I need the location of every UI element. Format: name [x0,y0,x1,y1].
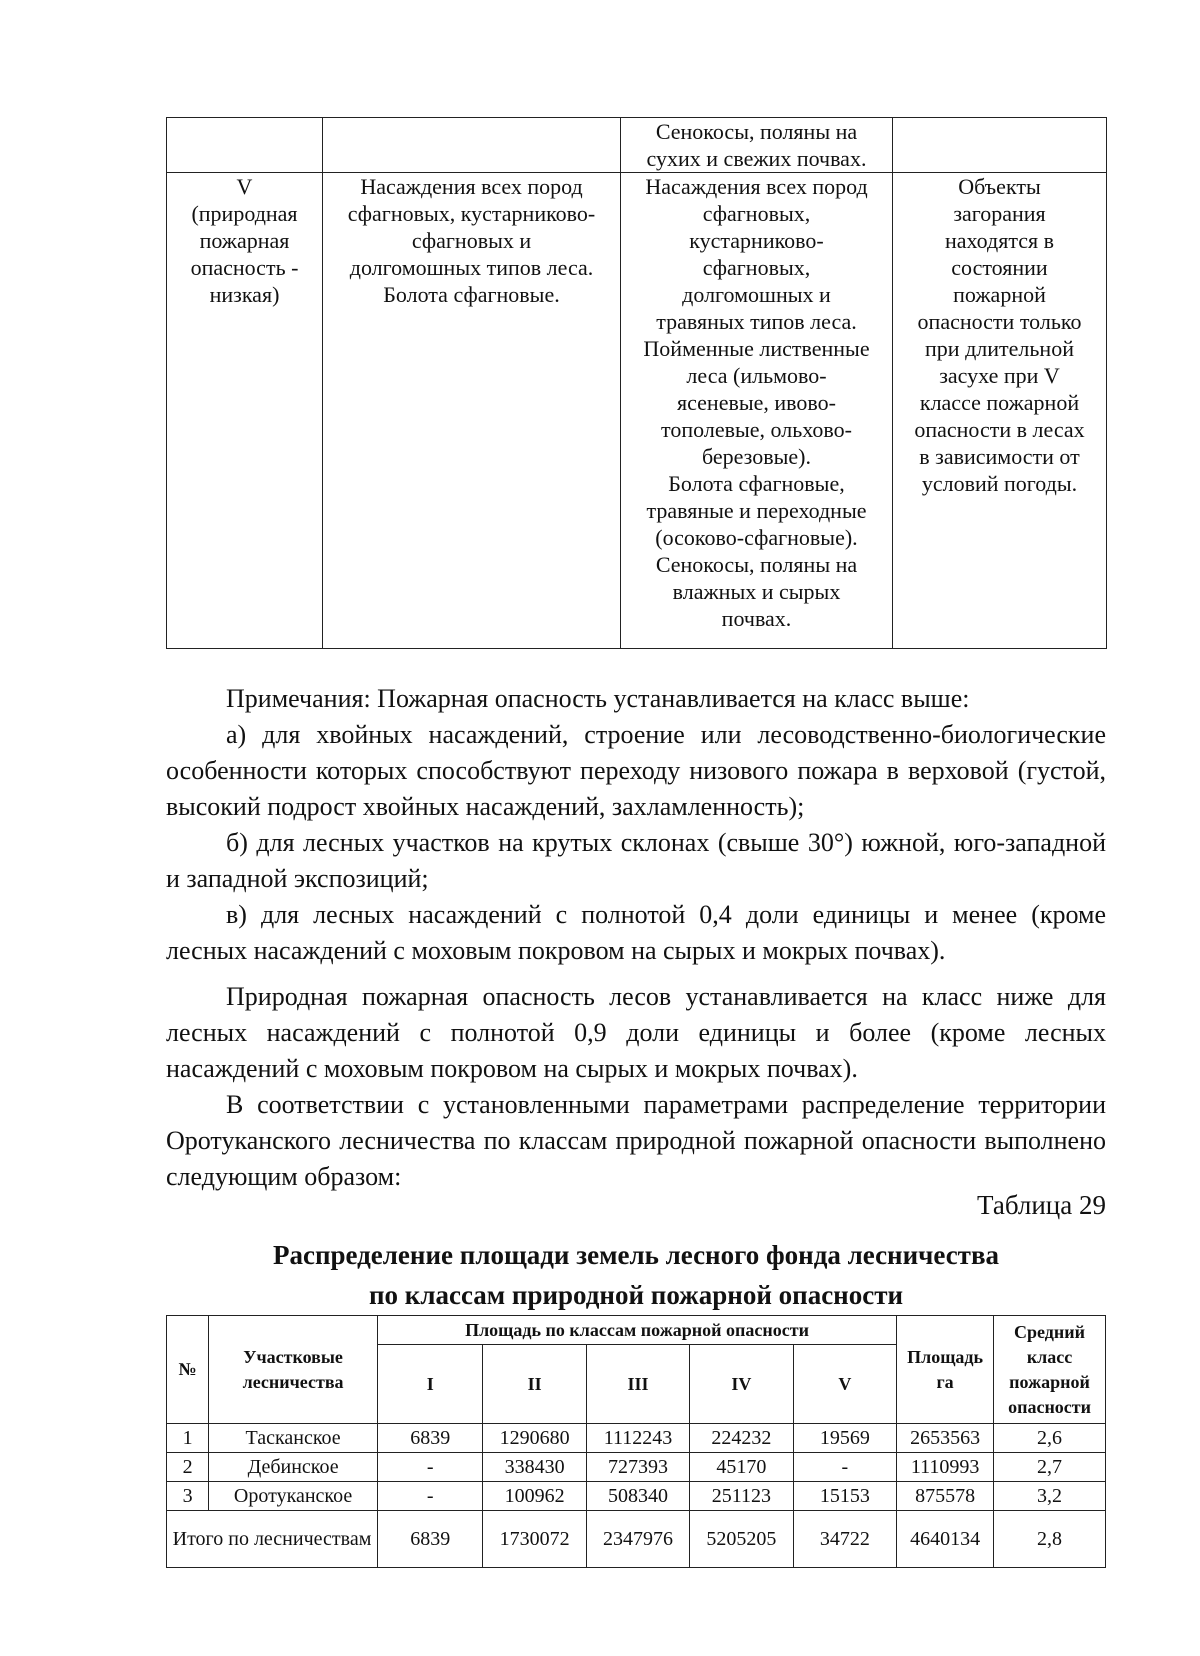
row-forestry: Дебинское [209,1453,378,1482]
note-v: в) для лесных насаждений с полнотой 0,4 доли единицы и менее (кроме лесных насаждений с моховым покровом на сырых и мокрых почвах). [166,900,1106,965]
note-a: а) для хвойных насаждений, строение или лесоводственно-биологические особенности которых способствуют переходу низового пожара в верховой (густой, высокий подрост хвойных насаждений, захламленность); [166,720,1106,821]
total-class-ii: 1730072 [483,1511,586,1568]
row-avg: 2,7 [994,1453,1106,1482]
row-total: 875578 [897,1482,994,1511]
row-forestry: Оротуканское [209,1482,378,1511]
fire-class-cell [167,173,323,649]
total-area: 4640134 [897,1511,994,1568]
total-avg: 2,8 [994,1511,1106,1568]
row-class-ii: 1290680 [483,1424,586,1453]
row-num: 2 [167,1453,209,1482]
vegetation-text: Насаждения всех пород сфагновых, кустарниково- сфагновых, долгомошных и травяных типов леса. Пойменные лиственные леса (ильмово- ясеневые, ивово- тополевые, ольхово- березовые). Болота сфагновые, травяные и переходные (осоково-сфагновые). Сенокосы, поляны на влажных и сырых почвах. [643,174,870,631]
fire-table-row [167,173,1107,649]
total-class-iii: 2347976 [586,1511,689,1568]
fire-table-cell [621,118,893,173]
header-class-v: V [793,1345,896,1424]
table-row [167,1482,1106,1511]
header-class-i: I [377,1345,482,1424]
notes-section [166,681,1106,1195]
row-class-v: 19569 [793,1424,896,1453]
row-class-i: - [377,1453,482,1482]
note-b: б) для лесных участков на крутых склонах (свыше 30°) южной, юго-западной и западной экспозиций; [166,828,1106,893]
header-total-area: Площадь га [897,1316,994,1424]
header-row [167,1316,1106,1345]
header-class-iv: IV [690,1345,793,1424]
row-forestry: Тасканское [209,1424,378,1453]
header-class-iii: III [586,1345,689,1424]
row-class-iv: 224232 [690,1424,793,1453]
vegetation-cell [621,173,893,649]
forest-types-cell [323,173,621,649]
header-avg-class: Средний класс пожарной опасности [994,1316,1106,1424]
total-class-iv: 5205205 [690,1511,793,1568]
total-class-i: 6839 [377,1511,482,1568]
row-class-v: 15153 [793,1482,896,1511]
hayfields-dry-text: Сенокосы, поляны на сухих и свежих почвах. [646,119,867,171]
row-avg: 3,2 [994,1482,1106,1511]
row-class-iii: 508340 [586,1482,689,1511]
row-class-iii: 727393 [586,1453,689,1482]
fire-table-row [167,118,1107,173]
caption-line-2: по классам природной пожарной опасности [368,1280,904,1310]
header-num: № [167,1316,209,1424]
row-num: 3 [167,1482,209,1511]
distribution-table [166,1315,1106,1568]
row-class-iii: 1112243 [586,1424,689,1453]
fire-class-label: V (природная пожарная опасность - низкая) [190,174,299,307]
paragraph-lower-class: Природная пожарная опасность лесов устанавливается на класс ниже для лесных насаждений с полнотой 0,9 доли единицы и более (кроме лесных насаждений с моховым покровом на сырых и мокрых почвах). [166,982,1106,1083]
row-class-v: - [793,1453,896,1482]
row-class-ii: 338430 [483,1453,586,1482]
table-row [167,1453,1106,1482]
fire-table-cell [167,118,323,173]
row-class-iv: 45170 [690,1453,793,1482]
paragraph-distribution: В соответствии с установленными параметрами распределение территории Оротуканского лесничества по классам природной пожарной опасности выполнено следующим образом: [166,1090,1106,1191]
row-class-i: - [377,1482,482,1511]
table-caption [166,1235,1106,1315]
row-class-ii: 100962 [483,1482,586,1511]
fire-condition-text: Объекты загорания находятся в состоянии пожарной опасности только при длительной засухе при V классе пожарной опасности в лесах в зависимости от условий погоды. [914,174,1085,496]
table-number: Таблица 29 [977,1190,1106,1220]
header-forestry: Участковые лесничества [209,1316,378,1424]
header-area-group: Площадь по классам пожарной опасности [377,1316,896,1345]
total-class-v: 34722 [793,1511,896,1568]
total-row [167,1511,1106,1568]
caption-line-1: Распределение площади земель лесного фонда лесничества [272,1240,1000,1270]
header-class-ii: II [483,1345,586,1424]
row-num: 1 [167,1424,209,1453]
row-avg: 2,6 [994,1424,1106,1453]
row-class-i: 6839 [377,1424,482,1453]
fire-class-table [166,117,1107,649]
fire-table-cell [323,118,621,173]
row-total: 1110993 [897,1453,994,1482]
table-row [167,1424,1106,1453]
fire-table-cell [893,118,1107,173]
row-class-iv: 251123 [690,1482,793,1511]
forest-types-text: Насаждения всех пород сфагновых, кустарниково- сфагновых и долгомошных типов леса. Болота сфагновые. [347,174,596,307]
total-label: Итого по лесничествам [167,1511,378,1568]
row-total: 2653563 [897,1424,994,1453]
fire-condition-cell [893,173,1107,649]
notes-title: Примечания: Пожарная опасность устанавливается на класс выше: [226,684,970,713]
